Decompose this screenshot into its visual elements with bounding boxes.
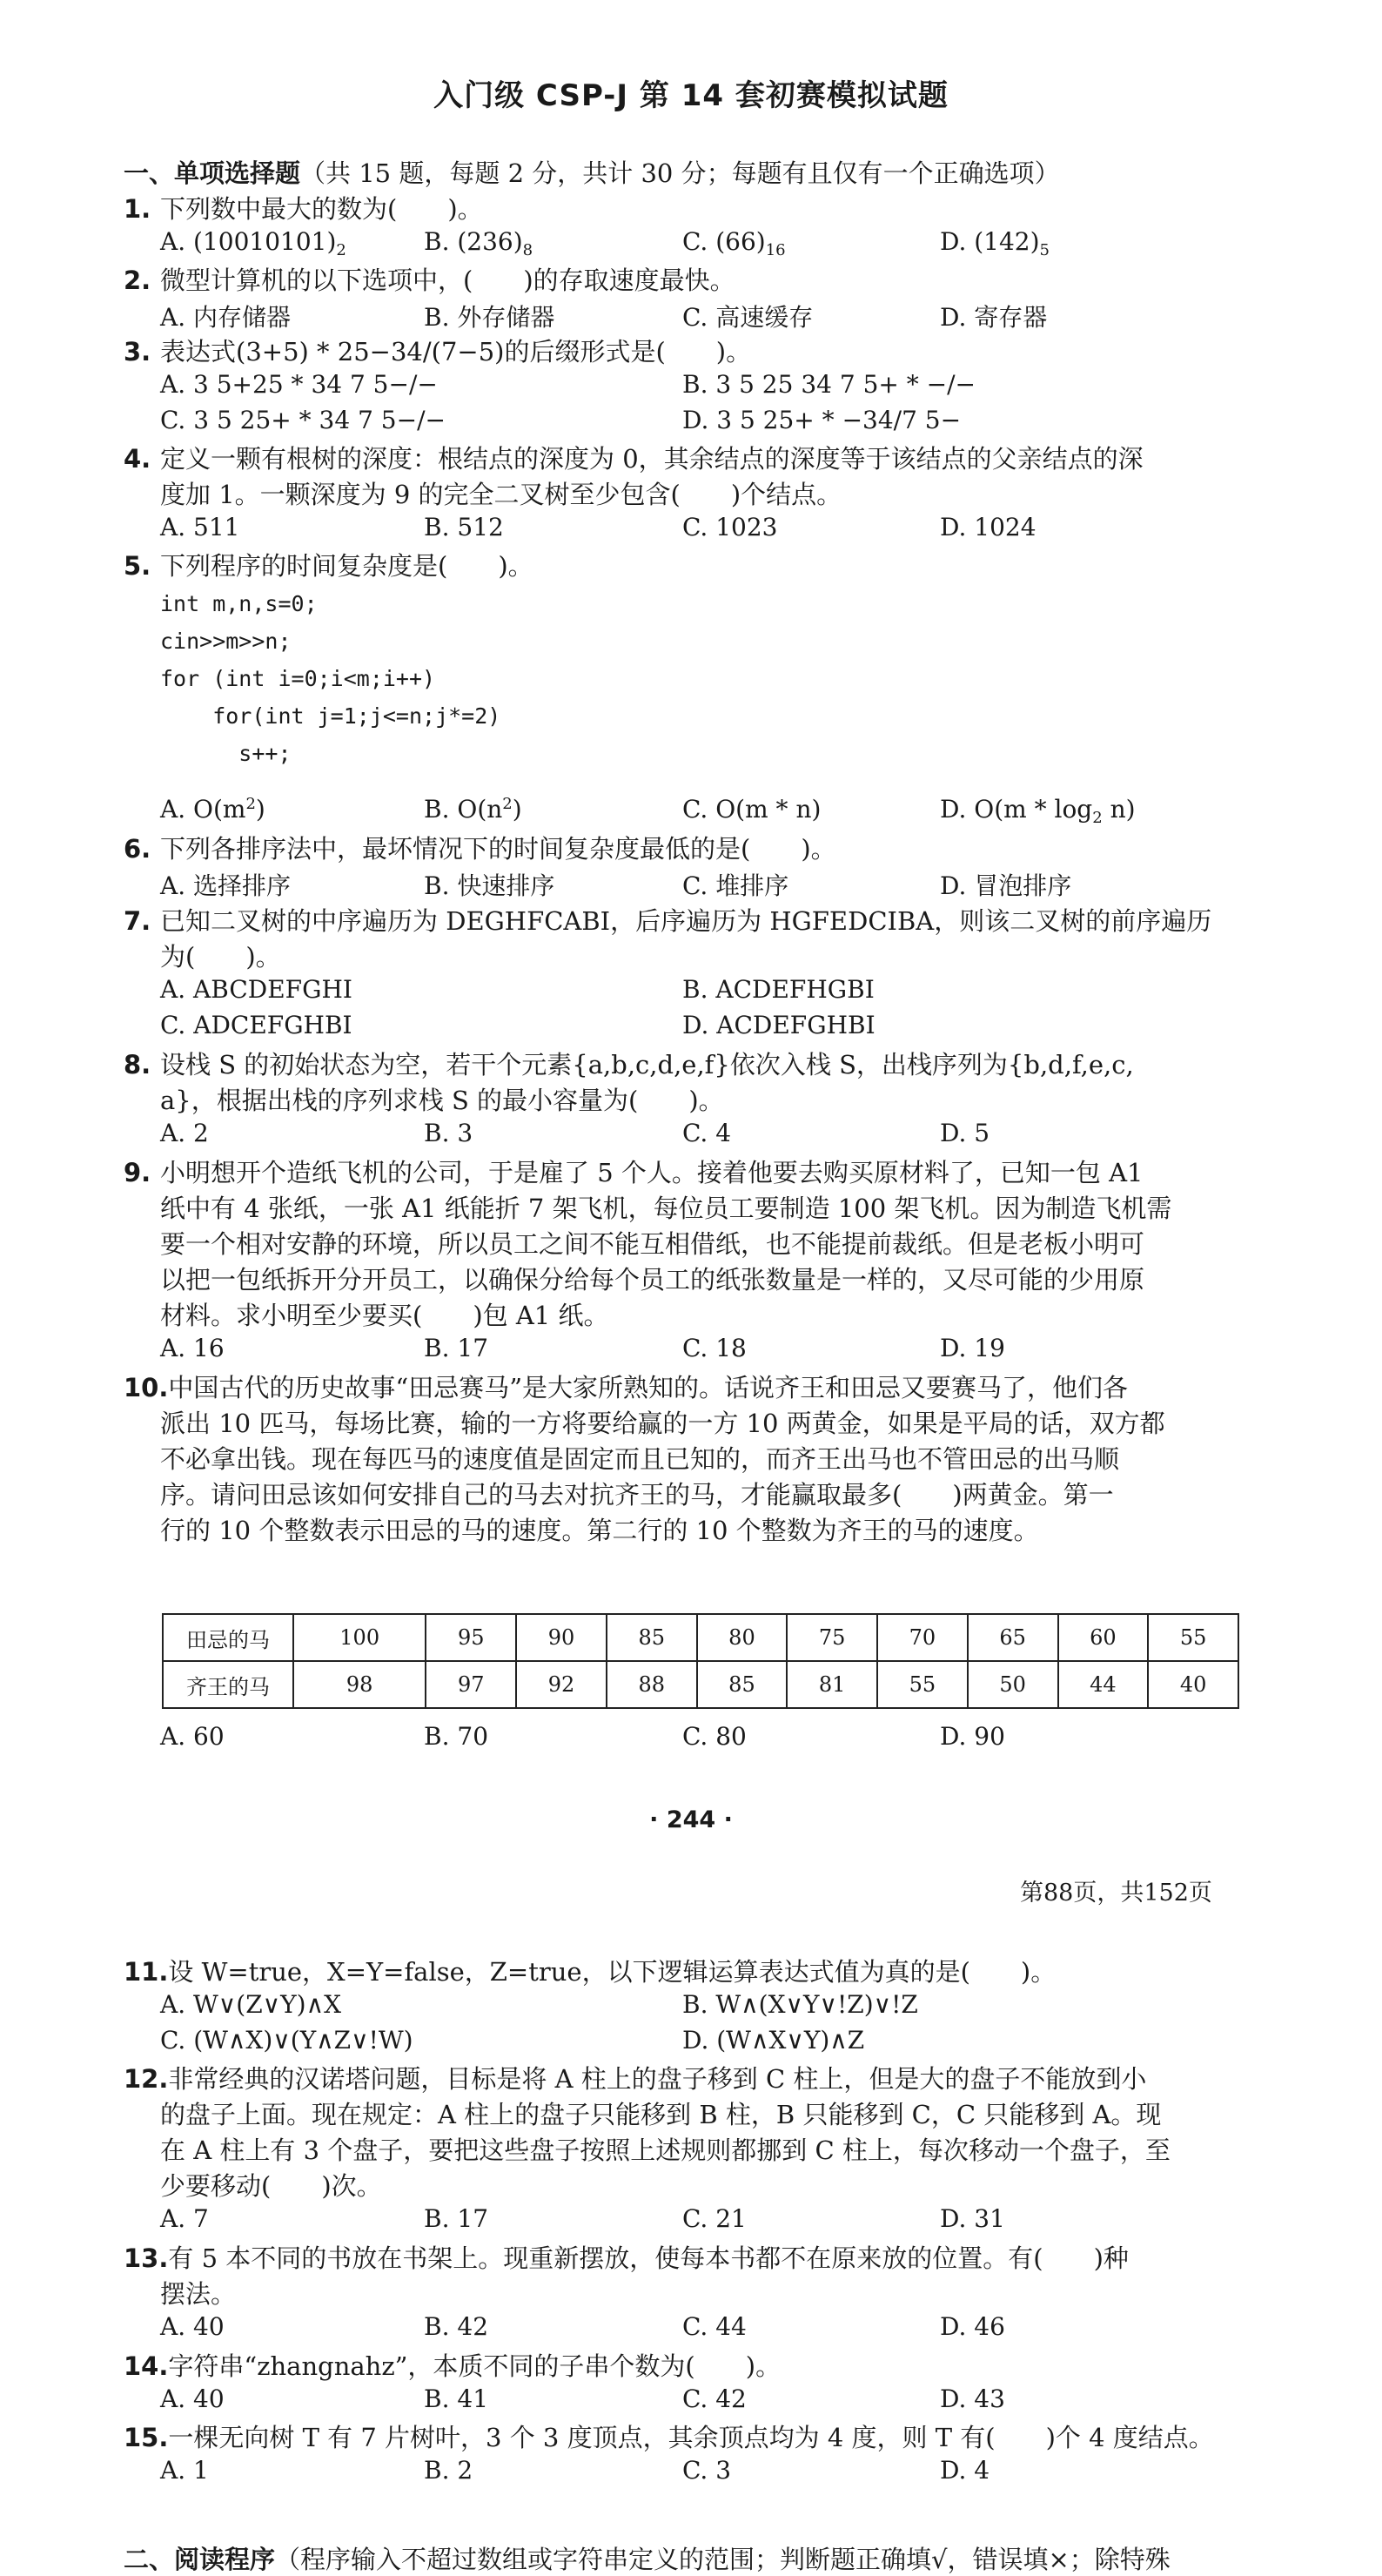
code-line: s++; [160,741,292,766]
speed-cell: 85 [607,1614,697,1661]
question-stem-line [124,263,1255,299]
speed-cell: 75 [787,1614,877,1661]
question-text: 以把一包纸拆开分开员工，以确保分给每个员工的纸张数量是一样的，又尽可能的少用原 [160,1265,1145,1295]
option-D: D. ACDEFGHBI [682,1011,875,1039]
option-B: B. 42 [424,2312,489,2341]
question-stem-line [124,1262,1255,1298]
option-D: D. 寄存器 [940,303,1048,332]
question-stem-line [124,2133,1255,2169]
option-A: A. W∨(Z∨Y)∧X [160,1990,342,2019]
options-row [160,1722,1265,1758]
question-text: 下列数中最大的数为( )。 [160,194,483,224]
speed-cell: 70 [877,1614,968,1661]
question-number: 15. [124,2423,169,2452]
option-B [424,227,533,259]
speed-cell: 85 [697,1661,788,1708]
question-10 [124,1370,1255,1549]
options-row [160,1119,1265,1154]
question-text: 的盘子上面。现在规定：A 柱上的盘子只能移到 B 柱，B 只能移到 C，C 只能移到 A。现 [160,2100,1162,2129]
option-A: A. 511 [160,513,240,541]
question-stem-line [124,1298,1255,1334]
question-text: 材料。求小明至少要买( )包 A1 纸。 [160,1301,609,1330]
option-D: D. 90 [940,1722,1005,1751]
question-number: 6. [124,834,151,864]
question-text: 定义一颗有根树的深度：根结点的深度为 0，其余结点的深度等于该结点的父亲结点的深 [160,444,1144,474]
option-D: D. 46 [940,2312,1005,2341]
option-D: D. 5 [940,1119,990,1147]
question-stem-line [124,2169,1255,2204]
question-text: 中国古代的历史故事“田忌赛马”是大家所熟知的。话说齐王和田忌又要赛马了，他们各 [168,1373,1129,1402]
options-row [160,867,1265,903]
option-A [160,227,346,259]
options-row [160,795,1265,831]
option-A: A. 1 [160,2456,209,2485]
option-B: B. 2 [424,2456,473,2485]
question-stem-line [124,548,1255,584]
code-snippet [160,585,500,772]
speed-cell: 40 [1148,1661,1238,1708]
page-number: · 244 · [649,1806,733,1833]
question-stem-line [124,1406,1255,1442]
option-A [160,795,265,824]
question-text: 派出 10 匹马，每场比赛，输的一方将要给赢的一方 10 两黄金，如果是平局的话，双方都 [160,1409,1165,1438]
option-C: C. 3 [682,2456,732,2485]
option-A: A. 60 [160,1722,225,1751]
question-number: 14. [124,2351,169,2381]
question-stem-line [124,2420,1255,2456]
section-2-heading: 二、阅读程序（程序输入不超过数组或字符串定义的范围；判断题正确填√，错误填×；除特殊 [124,2545,1171,2574]
option-D: D. (W∧X∨Y)∧Z [682,2026,865,2055]
option-C [682,227,786,259]
option-C: C. 18 [682,1334,747,1362]
horse-speed-table [162,1613,1239,1709]
option-D: D. 31 [940,2204,1005,2233]
option-D: D. 1024 [940,513,1036,541]
question-text: 序。请问田忌该如何安排自己的马去对抗齐王的马，才能赢取最多( )两黄金。第一 [160,1480,1114,1510]
horse-row [163,1614,1238,1661]
question-2 [124,263,1255,299]
question-number: 11. [124,1957,169,1987]
option-B: B. 41 [424,2384,489,2413]
option-C: C. (W∧X)∨(Y∧Z∨!W) [160,2026,413,2055]
option-subscript: 16 [765,241,786,259]
question-stem-line [124,2097,1255,2133]
option-C: C. 堆排序 [682,871,789,900]
option-B: B. 外存储器 [424,303,555,332]
question-text: 非常经典的汉诺塔问题，目标是将 A 柱上的盘子移到 C 柱上，但是大的盘子不能放到小 [168,2064,1147,2094]
options-row [160,2384,1265,2420]
option-A: A. 选择排序 [160,871,292,900]
option-C: C. 42 [682,2384,747,2413]
speed-cell: 100 [293,1614,426,1661]
question-stem-line [124,2277,1255,2312]
option-A: A. 16 [160,1334,225,1362]
question-number: 13. [124,2243,169,2273]
question-number: 10. [124,1373,169,1402]
option-text: n) [1102,795,1136,824]
row-label: 齐王的马 [163,1661,293,1708]
option-D: D. 43 [940,2384,1005,2413]
question-1 [124,192,1255,227]
speed-cell: 88 [607,1661,697,1708]
option-C: C. 1023 [682,513,778,541]
option-subscript: 2 [336,241,346,259]
option-D [940,227,1050,259]
option-superscript: 2 [245,795,256,813]
question-11 [124,1954,1255,1990]
question-7 [124,904,1255,975]
question-text: 在 A 柱上有 3 个盘子，要把这些盘子按照上述规则都挪到 C 柱上，每次移动一个盘子，至 [160,2135,1171,2165]
options-row [160,513,1265,548]
options-row [160,2026,1265,2061]
option-B: B. 17 [424,1334,489,1362]
options-row [160,227,1265,263]
speed-cell: 55 [1148,1614,1238,1661]
speed-cell: 97 [426,1661,516,1708]
question-4 [124,441,1255,513]
question-8 [124,1047,1255,1119]
options-row [160,2456,1265,2492]
option-B: B. ACDEFHGBI [682,975,875,1004]
option-B: B. 512 [424,513,504,541]
question-text: 一棵无向树 T 有 7 片树叶，3 个 3 度顶点，其余顶点均为 4 度，则 T 有( )个 4 度结点。 [168,2423,1214,2452]
speed-cell: 80 [697,1614,788,1661]
option-D: D. 19 [940,1334,1005,1362]
question-text: a}，根据出栈的序列求栈 S 的最小容量为( )。 [160,1086,724,1115]
question-number: 9. [124,1158,151,1187]
question-text: 下列程序的时间复杂度是( )。 [160,551,533,581]
option-C: C. ADCEFGHBI [160,1011,352,1039]
option-A: A. 40 [160,2312,225,2341]
question-stem-line [124,2349,1255,2384]
question-number: 4. [124,444,151,474]
speed-cell: 65 [968,1614,1058,1661]
question-6 [124,831,1255,867]
question-number: 1. [124,194,151,224]
option-subscript: 8 [522,241,533,259]
options-row [160,2204,1265,2240]
question-stem-line [124,2241,1255,2277]
question-3 [124,334,1255,370]
option-D: D. 冒泡排序 [940,871,1072,900]
question-stem-line [124,1954,1255,1990]
option-A: A. ABCDEFGHI [160,975,352,1004]
option-D: D. 3 5 25+ * −34/7 5− [682,406,962,434]
code-line: int m,n,s=0; [160,591,318,616]
question-stem-line [124,441,1255,477]
question-stem-line [124,1047,1255,1083]
question-number: 8. [124,1050,151,1079]
option-B [424,795,522,824]
question-stem-line [124,1227,1255,1262]
question-number: 2. [124,266,151,295]
question-stem-line [124,2061,1255,2097]
page-count: 第88页，共152页 [1020,1880,1212,1907]
question-stem-line [124,1370,1255,1406]
question-text: 小明想开个造纸飞机的公司，于是雇了 5 个人。接着他要去购买原材料了，已知一包 A1 [160,1158,1144,1187]
question-13 [124,2241,1255,2312]
question-stem-line [124,334,1255,370]
question-14 [124,2349,1255,2384]
speed-cell: 60 [1058,1614,1149,1661]
option-text: C. (66) [682,227,766,256]
option-B: B. W∧(X∨Y∨!Z)∨!Z [682,1990,918,2019]
question-9 [124,1155,1255,1334]
option-text: ) [512,795,522,824]
question-number: 7. [124,906,151,936]
question-15 [124,2420,1255,2456]
option-C: C. 44 [682,2312,747,2341]
question-stem-line [124,1083,1255,1119]
question-stem-line [124,477,1255,513]
option-B: B. 3 [424,1119,473,1147]
options-row [160,406,1265,441]
options-row [160,1334,1265,1369]
option-C: C. O(m * n) [682,795,822,824]
question-stem-line [124,1442,1255,1477]
question-text: 度加 1。一颗深度为 9 的完全二叉树至少包含( )个结点。 [160,480,842,509]
option-text: D. O(m * log [940,795,1093,824]
speed-cell: 98 [293,1661,426,1708]
option-B: B. 17 [424,2204,489,2233]
question-text: 设 W=true，X=Y=false，Z=true，以下逻辑运算表达式值为真的是( )。 [168,1957,1057,1987]
speed-cell: 90 [516,1614,607,1661]
question-stem-line [124,1477,1255,1513]
option-C: C. 21 [682,2204,747,2233]
question-5 [124,548,1255,584]
question-number: 12. [124,2064,169,2094]
speed-cell: 44 [1058,1661,1149,1708]
option-text: B. O(n [424,795,503,824]
question-stem-line [124,1191,1255,1227]
question-text: 设栈 S 的初始状态为空，若干个元素{a,b,c,d,e,f}依次入栈 S，出栈序列为{b,d,f,e,c, [160,1050,1134,1079]
speed-cell: 81 [787,1661,877,1708]
option-A: A. 内存储器 [160,303,292,332]
question-stem-line [124,939,1255,975]
question-text: 不必拿出钱。现在每匹马的速度值是固定而且已知的，而齐王出马也不管田忌的出马顺 [160,1444,1120,1474]
option-B: B. 快速排序 [424,871,555,900]
question-12 [124,2061,1255,2204]
code-line: for (int i=0;i<m;i++) [160,666,436,691]
row-label: 田忌的马 [163,1614,293,1661]
question-text: 有 5 本不同的书放在书架上。现重新摆放，使每本书都不在原来放的位置。有( )种 [168,2243,1129,2273]
options-row [160,370,1265,406]
option-text: ) [255,795,265,824]
question-text: 要一个相对安静的环境，所以员工之间不能互相借纸，也不能提前裁纸。但是老板小明可 [160,1229,1145,1259]
question-text: 表达式(3+5) * 25−34/(7−5)的后缀形式是( )。 [160,337,752,367]
question-text: 为( )。 [160,942,281,972]
options-row [160,2312,1265,2348]
question-stem-line [124,831,1255,867]
question-stem-line [124,1155,1255,1191]
question-text: 已知二叉树的中序遍历为 DEGHFCABI，后序遍历为 HGFEDCIBA，则该二叉树的前序遍历 [160,906,1212,936]
options-row [160,299,1265,334]
code-line: cin>>m>>n; [160,629,292,654]
option-subscript: 2 [1092,809,1103,827]
speed-cell: 50 [968,1661,1058,1708]
option-text: A. (10010101) [160,227,337,256]
option-superscript: 2 [502,795,513,813]
question-text: 纸中有 4 张纸，一张 A1 纸能折 7 架飞机，每位员工要制造 100 架飞机。因为制造飞机需 [160,1194,1172,1223]
question-stem-line [124,904,1255,939]
options-row [160,1011,1265,1046]
option-text: A. O(m [160,795,246,824]
question-text: 行的 10 个整数表示田忌的马的速度。第二行的 10 个整数为齐王的马的速度。 [160,1516,1039,1545]
option-A: A. 3 5+25 * 34 7 5−/− [160,370,438,399]
option-A: A. 40 [160,2384,225,2413]
option-A: A. 7 [160,2204,209,2233]
option-D: D. 4 [940,2456,990,2485]
question-text: 摆法。 [160,2279,237,2309]
option-D [940,795,1136,827]
option-B: B. 3 5 25 34 7 5+ * −/− [682,370,976,399]
option-text: D. (142) [940,227,1040,256]
question-number: 3. [124,337,151,367]
option-C: C. 3 5 25+ * 34 7 5−/− [160,406,446,434]
code-line: for(int j=1;j<=n;j*=2) [160,703,501,729]
option-subscript: 5 [1039,241,1050,259]
options-row [160,1990,1265,2026]
option-B: B. 70 [424,1722,489,1751]
option-text: B. (236) [424,227,523,256]
section-1-heading: 一、单项选择题（共 15 题，每题 2 分，共计 30 分；每题有且仅有一个正确选项） [124,158,1060,188]
question-stem-line [124,1513,1255,1549]
question-text: 微型计算机的以下选项中，( )的存取速度最快。 [160,266,735,295]
options-row [160,975,1265,1011]
option-C: C. 4 [682,1119,732,1147]
question-text: 字符串“zhangnahz”，本质不同的子串个数为( )。 [168,2351,782,2381]
speed-cell: 95 [426,1614,516,1661]
option-A: A. 2 [160,1119,209,1147]
question-number: 5. [124,551,151,581]
option-C: C. 高速缓存 [682,303,814,332]
horse-row [163,1661,1238,1708]
page-title: 入门级 CSP-J 第 14 套初赛模拟试题 [433,78,949,113]
speed-cell: 92 [516,1661,607,1708]
question-stem-line [124,192,1255,227]
option-C: C. 80 [682,1722,747,1751]
speed-cell: 55 [877,1661,968,1708]
question-text: 少要移动( )次。 [160,2171,382,2201]
question-text: 下列各排序法中，最坏情况下的时间复杂度最低的是( )。 [160,834,836,864]
